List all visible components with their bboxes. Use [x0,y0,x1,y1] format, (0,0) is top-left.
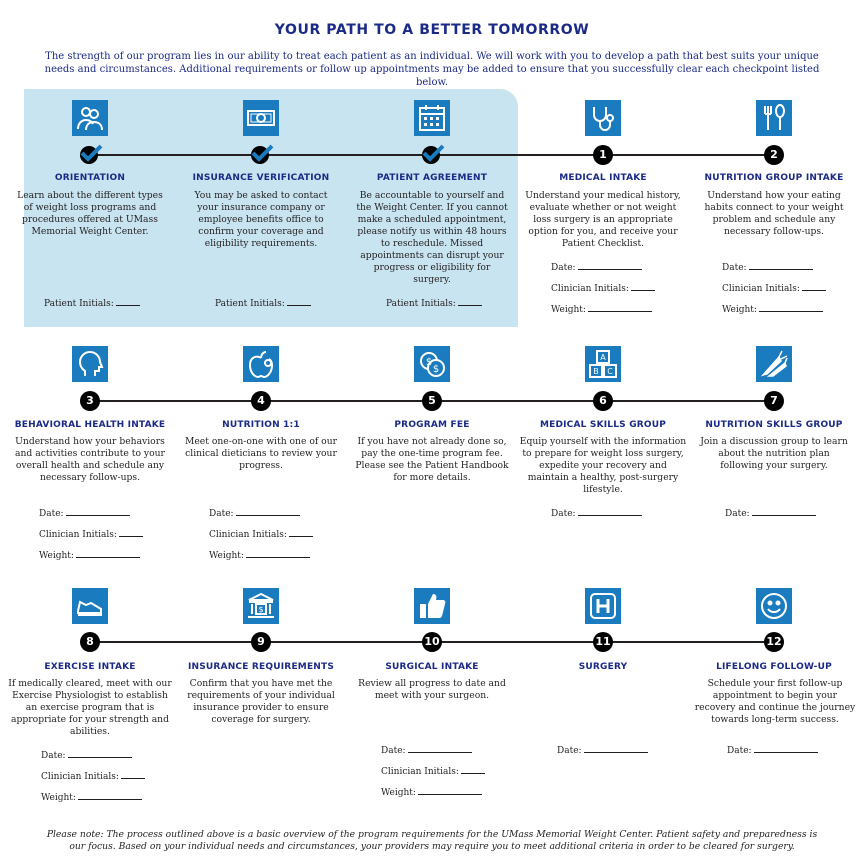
step-marker: 11 [593,632,613,652]
step-title: NUTRITION 1:1 [222,420,300,430]
step-description: You may be asked to contact your insurance company or employee benefits office to confirm your coverage and eligibility requirements. [194,190,328,249]
step-marker: 5 [422,391,442,411]
step-title: NUTRITION GROUP INTAKE [704,173,844,183]
svg-text:$: $ [432,364,440,375]
step-title: PATIENT AGREEMENT [376,173,488,183]
step-description: Meet one-on-one with one of our clinical dieticians to review your progress. [184,436,338,471]
clinician-initials-field[interactable]: Clinician Initials: [209,528,313,540]
step-description: If you have not already done so, pay the one-time program fee. Please see the Patient Handbook for more details. [355,436,509,483]
clinician-initials-field[interactable]: Clinician Initials: [41,770,145,782]
date-field[interactable]: Date: [551,261,642,273]
stethoscope-icon [585,100,621,136]
step-title: INSURANCE VERIFICATION [192,173,330,183]
step-title: ORIENTATION [54,173,126,183]
step-title: BEHAVIORAL HEALTH INTAKE [14,420,166,430]
step-marker: 6 [593,391,613,411]
weight-field[interactable]: Weight: [381,786,482,798]
step-title: SURGICAL INTAKE [385,662,479,672]
step-description: Understand how your eating habits connect to your weight problem and schedule any necessary follow-ups. [704,190,844,237]
svg-text:C: C [607,367,613,376]
step-description: Understand your medical history, evaluate whether or not weight loss surgery is an appropriate option for you, and receive your Patient Checklist. [525,190,681,249]
date-field[interactable]: Date: [551,507,642,519]
step-description: If medically cleared, meet with our Exercise Physiologist to establish an exercise program that is appropriate for your strength and abilities. [8,678,172,737]
step-title: INSURANCE REQUIREMENTS [187,662,335,672]
step-title: EXERCISE INTAKE [44,662,136,672]
sneaker-icon [72,588,108,624]
step-marker: 2 [764,145,784,165]
step-marker: 4 [251,391,271,411]
date-field[interactable]: Date: [381,744,472,756]
clinician-initials-field[interactable]: Clinician Initials: [722,282,826,294]
money-icon [243,100,279,136]
date-field[interactable]: Date: [722,261,813,273]
step-marker: 9 [251,632,271,652]
date-field[interactable]: Date: [41,749,132,761]
check-icon [248,144,274,164]
date-field[interactable]: Date: [557,744,648,756]
step-title: MEDICAL INTAKE [559,173,647,183]
step-description: Be accountable to yourself and the Weight Center. If you cannot make a scheduled appointment, please notify us within 48 hours to reschedule. Missed appointments can disrupt your progress or eligibility for surgery. [356,190,508,285]
patient-initials-field[interactable]: Patient Initials: [215,297,311,309]
step-title: LIFELONG FOLLOW-UP [716,662,832,672]
date-field[interactable]: Date: [39,507,130,519]
step-description: Review all progress to date and meet with your surgeon. [358,678,506,701]
carrots-icon [756,346,792,382]
coins-icon [414,346,450,382]
clinician-initials-field[interactable]: Clinician Initials: [551,282,655,294]
date-field[interactable]: Date: [725,507,816,519]
step-title: PROGRAM FEE [394,420,470,430]
intro-text: The strength of our program lies in our ability to treat each patient as an individual. We will work with you to develop a path that best suits your unique needs and circumstances. Additional requirements or follow up appointments may be added to ensure that you successfully clear each checkpoint listed below. [44,51,820,88]
hospital-icon [585,588,621,624]
calendar-icon [414,100,450,136]
step-title: NUTRITION SKILLS GROUP [705,420,843,430]
step-description: Understand how your behaviors and activities contribute to your overall health and schedule any necessary follow-ups. [15,436,165,483]
smiley-icon [756,588,792,624]
patient-initials-field[interactable]: Patient Initials: [386,297,482,309]
step-title: MEDICAL SKILLS GROUP [539,420,667,430]
bank-icon [243,588,279,624]
step-description: Learn about the different types of weight loss programs and procedures offered at UMass Memorial Weight Center. [17,190,163,237]
step-description: Confirm that you have met the requirements of your individual insurance provider to ensure coverage for surgery. [187,678,335,725]
step-description: Equip yourself with the information to prepare for weight loss surgery, expedite your recovery and maintain a healthy, post-surgery lifestyle. [519,436,687,495]
weight-field[interactable]: Weight: [551,303,652,315]
svg-text:A: A [600,353,606,362]
patient-initials-field[interactable]: Patient Initials: [44,297,140,309]
weight-field[interactable]: Weight: [722,303,823,315]
svg-text:B: B [593,367,599,376]
weight-field[interactable]: Weight: [41,791,142,803]
weight-field[interactable]: Weight: [39,549,140,561]
date-field[interactable]: Date: [209,507,300,519]
step-marker: 3 [80,391,100,411]
step-description: Schedule your first follow-up appointment to begin your recovery and continue the journey towards long-term success. [694,678,856,725]
people-icon [72,100,108,136]
footer-note: Please note: The process outlined above is a basic overview of the program requirements for the UMass Memorial Weight Center. Patient safety and preparedness is our focus. Based on your individual needs and circumstances, your providers may require you to meet additional criteria in order to be cleared for surgery. [46,829,818,852]
weight-field[interactable]: Weight: [209,549,310,561]
step-marker: 10 [422,632,442,652]
check-icon [419,144,445,164]
svg-text:$: $ [258,605,264,614]
step-marker: 7 [764,391,784,411]
clinician-initials-field[interactable]: Clinician Initials: [39,528,143,540]
step-description: Join a discussion group to learn about the nutrition plan following your surgery. [700,436,848,471]
step-marker: 1 [593,145,613,165]
step-marker: 8 [80,632,100,652]
step-marker: 12 [764,632,784,652]
thumbs-up-icon [414,588,450,624]
step-title: SURGERY [578,662,628,672]
apple-icon [243,346,279,382]
utensils-icon [756,100,792,136]
blocks-icon [585,346,621,382]
date-field[interactable]: Date: [727,744,818,756]
svg-text:$: $ [425,357,433,368]
head-icon [72,346,108,382]
page-title: YOUR PATH TO A BETTER TOMORROW [274,22,590,38]
clinician-initials-field[interactable]: Clinician Initials: [381,765,485,777]
check-icon [77,144,103,164]
